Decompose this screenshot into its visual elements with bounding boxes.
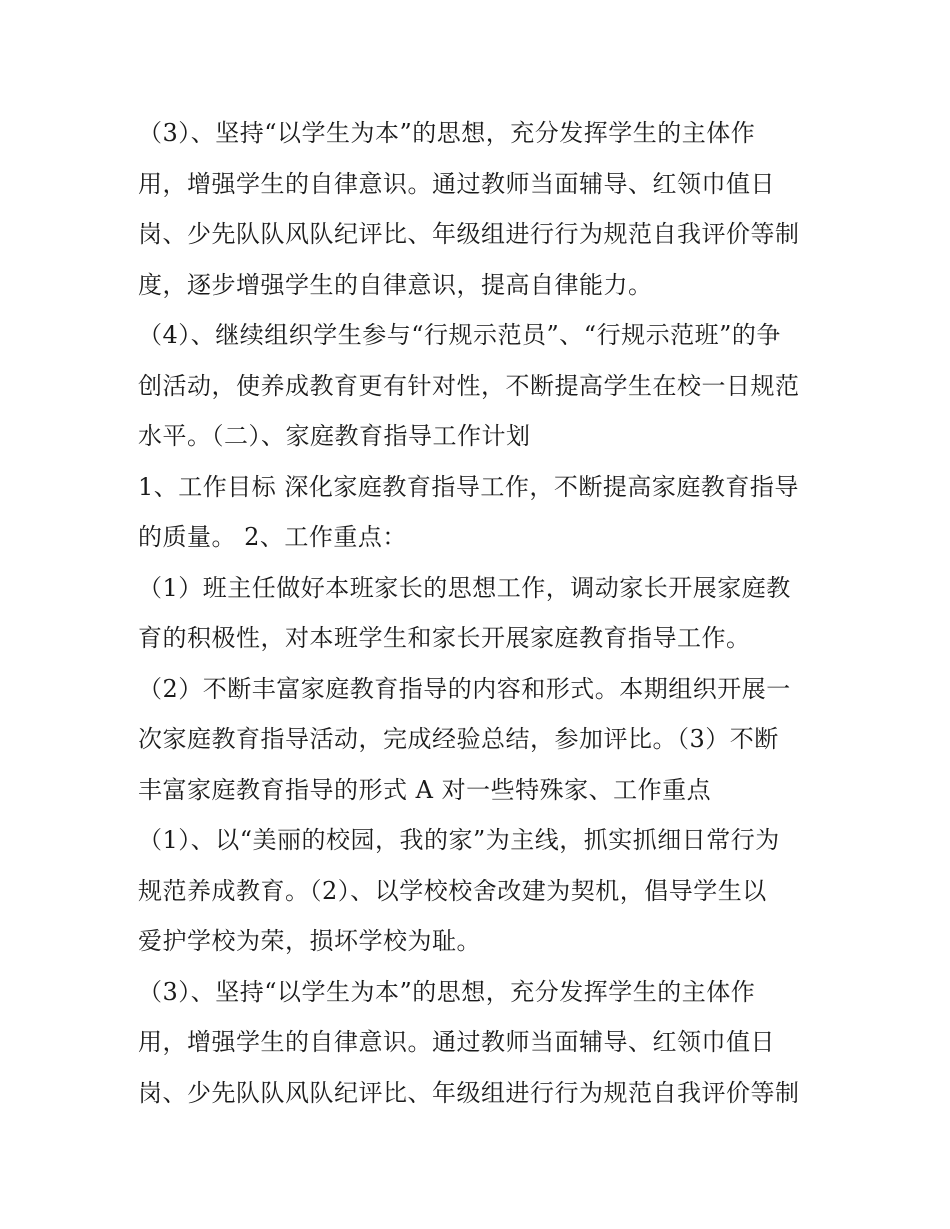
text-line: 岗、少先队队风队纪评比、年级组进行行为规范自我评价等制 [138, 1078, 800, 1107]
text-line: （2）不断丰富家庭教育指导的内容和形式。本期组织开展一 [138, 674, 791, 703]
text-line: 用，增强学生的自律意识。通过教师当面辅导、红领巾值日 [138, 1028, 775, 1056]
text-line: 1、工作目标 深化家庭教育指导工作，不断提高家庭教育指导 [138, 472, 799, 501]
text-line: （3）、坚持“以学生为本”的思想，充分发挥学生的主体作 [138, 977, 756, 1006]
text-line: （3）、坚持“以学生为本”的思想，充分发挥学生的主体作 [138, 119, 756, 147]
text-line: （1）、以“美丽的校园，我的家”为主线，抓实抓细日常行为 [138, 826, 780, 854]
document-body [138, 108, 828, 1118]
text-line: （1）班主任做好本班家长的思想工作，调动家长开展家庭教 [138, 573, 791, 602]
text-line: 丰富家庭教育指导的形式 A 对一些特殊家、工作重点 [138, 775, 712, 804]
text-line: （4）、继续组织学生参与“行规示范员”、“行规示范班”的争 [138, 321, 781, 349]
text-line: 次家庭教育指导活动，完成经验总结，参加评比。（3）不断 [138, 725, 779, 753]
text-line: 度，逐步增强学生的自律意识，提高自律能力。 [138, 270, 653, 299]
text-line: 的质量。 2、工作重点： [138, 523, 407, 551]
text-line: 爱护学校为荣，损坏学校为耻。 [138, 927, 481, 955]
text-line: 用，增强学生的自律意识。通过教师当面辅导、红领巾值日 [138, 169, 775, 198]
text-line: 创活动，使养成教育更有针对性，不断提高学生在校一日规范 [138, 371, 800, 400]
text-line: 水平。（二）、家庭教育指导工作计划 [138, 422, 531, 450]
text-line: 岗、少先队队风队纪评比、年级组进行行为规范自我评价等制 [138, 220, 800, 248]
text-line: 育的积极性，对本班学生和家长开展家庭教育指导工作。 [138, 624, 751, 652]
text-line: 规范养成教育。（2）、以学校校舍改建为契机，倡导学生以 [138, 876, 767, 905]
